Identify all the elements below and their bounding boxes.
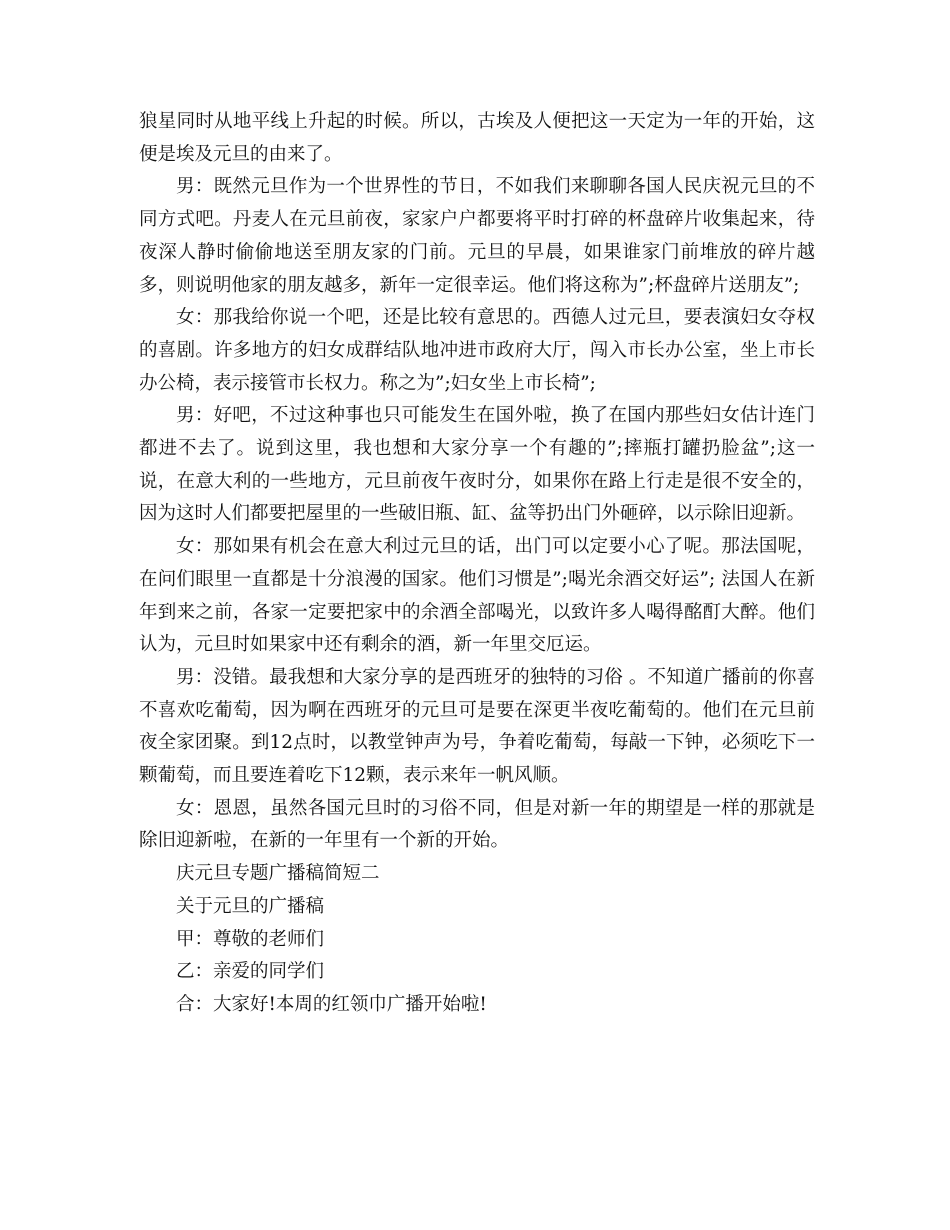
- document-body: [139, 106, 815, 1022]
- paragraph-france: 女：那如果有机会在意大利过元旦的话，出门可以定要小心了呢。那法国呢，在问们眼里一直都是十分浪漫的国家。他们习惯是”;喝光余酒交好运”; 法国人在新年到来之前，各家一定要把家中的余酒全部喝光，以致许多人喝得酩酊大醉。他们认为，元旦时如果家中还有剩余的酒，新一年里交厄运。: [139, 536, 815, 656]
- section-heading: 庆元旦专题广播稿简短二: [176, 863, 380, 885]
- line-speaker-a: 甲：尊敬的老师们: [176, 928, 325, 950]
- section-subtitle: 关于元旦的广播稿: [176, 895, 325, 917]
- paragraph-closing: 女：恩恩，虽然各国元旦时的习俗不同，但是对新一年的期望是一样的那就是除旧迎新啦，在新的一年里有一个新的开始。: [139, 797, 815, 852]
- line-together: 合：大家好!本周的红领巾广播开始啦!: [176, 993, 487, 1015]
- paragraph-italy: 男：好吧，不过这种事也只可能发生在国外啦，换了在国内那些妇女估计连门都进不去了。说到这里，我也想和大家分享一个有趣的”;摔瓶打罐扔脸盆”;这一说，在意大利的一些地方，元旦前夜午夜时分，如果你在路上行走是很不安全的，因为这时人们都要把屋里的一些破旧瓶、缸、盆等扔出门外砸碎，以示除旧迎新。: [139, 405, 815, 525]
- paragraph-denmark: 男：既然元旦作为一个世界性的节日，不如我们来聊聊各国人民庆祝元旦的不同方式吧。丹麦人在元旦前夜，家家户户都要将平时打碎的杯盘碎片收集起来，待夜深人静时偷偷地送至朋友家的门前。元旦的早晨，如果谁家门前堆放的碎片越多，则说明他家的朋友越多，新年一定很幸运。他们将这称为”;杯盘碎片送朋友”;: [139, 176, 815, 296]
- paragraph-egypt-origin: 狼星同时从地平线上升起的时候。所以，古埃及人便把这一天定为一年的开始，这便是埃及元旦的由来了。: [139, 111, 815, 165]
- paragraph-spain: 男：没错。最我想和大家分享的是西班牙的独特的习俗 。不知道广播前的你喜不喜欢吃葡萄，因为啊在西班牙的元旦可是要在深更半夜吃葡萄的。他们在元旦前夜全家团聚。到12点时，以教堂钟声为号，争着吃葡萄，每敲一下钟，必须吃下一颗葡萄，而且要连着吃下12颗，表示来年一帆风顺。: [139, 666, 815, 787]
- paragraph-west-germany: 女：那我给你说一个吧，还是比较有意思的。西德人过元旦，要表演妇女夺权的喜剧。许多地方的妇女成群结队地冲进市政府大厅，闯入市长办公室，坐上市长办公椅，表示接管市长权力。称之为”;妇女坐上市长椅”;: [139, 307, 815, 394]
- line-speaker-b: 乙：亲爱的同学们: [176, 961, 325, 983]
